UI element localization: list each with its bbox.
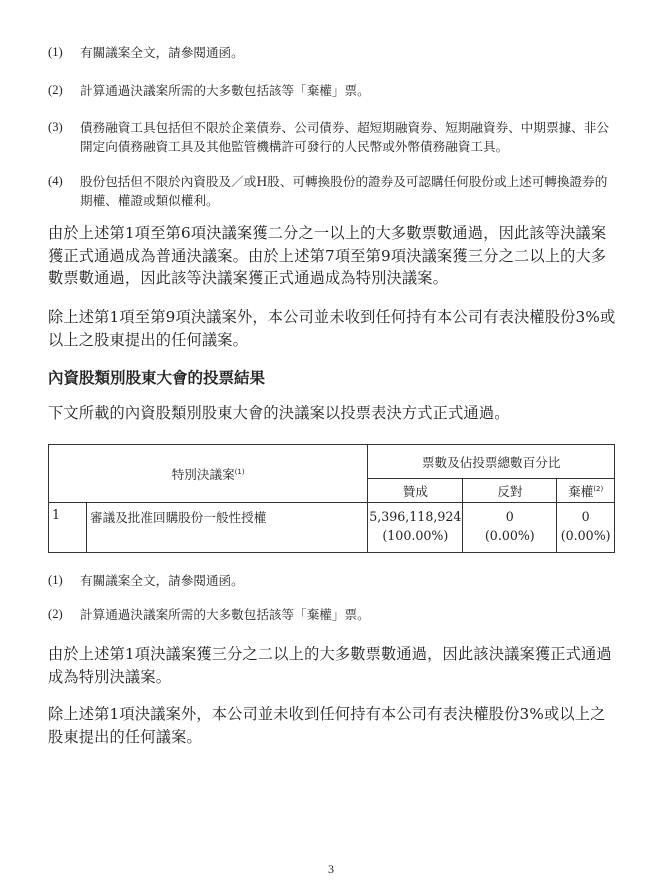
note-text: 股份包括但不限於內資股及／或H股、可轉換股份的證券及可認購任何股份或上述可轉換證券的期權、權證或類似權利。 [80,174,608,208]
note-3 [48,118,618,156]
note-text: 計算通過決議案所需的大多數包括該等「棄權」票。 [80,607,370,622]
footnote-ref: (1) [234,467,245,476]
row-resolution: 審議及批准回購股份一般性授權 [87,503,368,553]
note-number: (2) [48,607,63,621]
row-for [368,503,463,553]
votes-abstain-pct: (0.00%) [560,528,611,543]
header-resolution [49,445,368,503]
note-text: 債務融資工具包括但不限於企業債券、公司債券、超短期融資券、短期融資券、中期票據、非公開定向債務融資工具及其他監管機構許可發行的人民幣或外幣債務融資工具。 [80,120,609,154]
table-row [49,503,615,553]
header-abstain-label: 棄權 [568,484,594,499]
header-resolution-label: 特別決議案 [171,467,235,482]
row-abstain [557,503,615,553]
voting-results-table [48,444,615,553]
note-number: (4) [48,174,63,188]
paragraph-no-proposals-2: 除上述第1項決議案外，本公司並未收到任何持有本公司有表決權股份3%或以上之股東提出的任何議案。 [48,705,606,746]
note-1-bottom [48,571,618,590]
section-intro: 下文所載的內資股類別股東大會的決議案以投票表決方式正式通過。 [48,404,510,422]
header-for: 贊成 [368,479,463,503]
section-heading: 內資股類別股東大會的投票結果 [48,369,266,387]
votes-abstain: 0 [581,509,590,524]
paragraph-special-resolution: 由於上述第1項決議案獲三分之二以上的大多數票數通過，因此該決議案獲正式通過成為特別決議案。 [48,645,612,686]
note-number: (1) [48,573,63,587]
page-number: 3 [328,862,334,876]
note-1 [48,43,618,62]
paragraph-resolution-results: 由於上述第1項至第6項決議案獲二分之一以上的大多數票數通過，因此該等決議案獲正式通過成為普通決議案。由於上述第7項至第9項決議案獲三分之二以上的大多數票數通過，因此該等決議案獲正式通過成為特別決議案。 [48,224,607,287]
note-text: 有關議案全文，請參閱通函。 [80,573,244,588]
note-number: (2) [48,83,63,97]
header-votes: 票數及佔投票總數百分比 [368,445,615,479]
note-text: 計算通過決議案所需的大多數包括該等「棄權」票。 [80,83,370,98]
paragraph-no-proposals: 除上述第1項至第9項決議案外，本公司並未收到任何持有本公司有表決權股份3%或以上之股東提出的任何議案。 [48,308,616,349]
votes-for-pct: (100.00%) [382,528,449,543]
header-against: 反對 [463,479,557,503]
votes-for: 5,396,118,924 [369,509,462,524]
row-against [463,503,557,553]
header-abstain [557,479,615,503]
note-4 [48,172,618,210]
note-2-bottom [48,605,618,624]
note-number: (3) [48,120,63,134]
note-number: (1) [48,45,63,59]
row-number: 1 [49,503,87,553]
votes-against: 0 [505,509,514,524]
footnote-ref: (2) [593,484,604,493]
votes-against-pct: (0.00%) [484,528,535,543]
note-text: 有關議案全文，請參閱通函。 [80,45,244,60]
note-2 [48,81,618,100]
